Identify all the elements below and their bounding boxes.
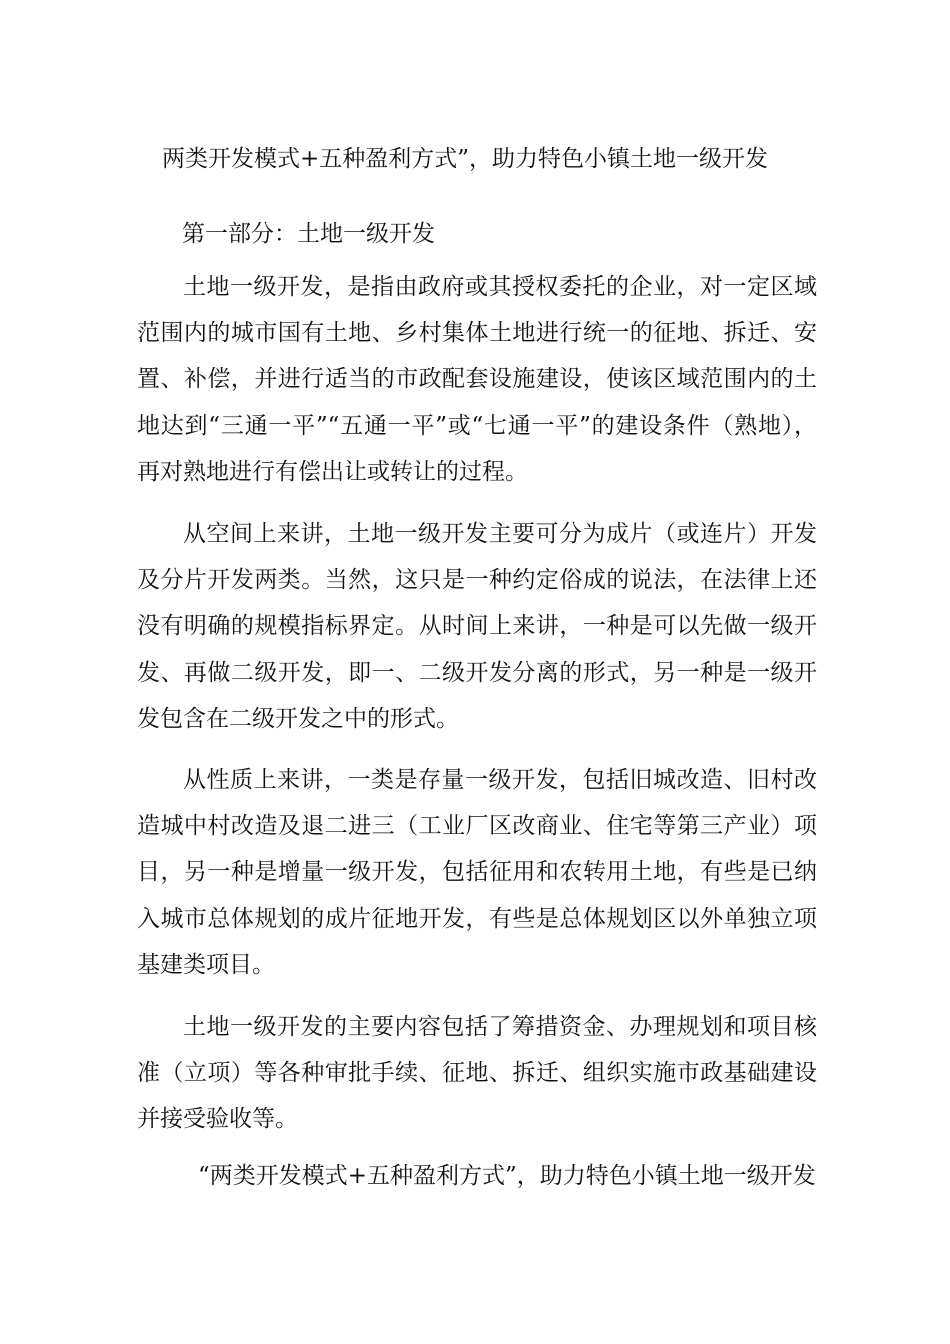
paragraph-nature: 从性质上来讲，一类是存量一级开发，包括旧城改造、旧村改造城中村改造及退二进三（工业厂区改商业、住宅等第三产业）项目，另一种是增量一级开发，包括征用和农转用土地，有些是已纳入城市总体规划的成片征地开发，有些是总体规划区以外单独立项基建类项目。 [137, 767, 817, 978]
section-heading: 第一部分：土地一级开发 [182, 221, 435, 247]
paragraph-content: 土地一级开发的主要内容包括了筹措资金、办理规划和项目核准（立项）等各种审批手续、征地、拆迁、组织实施市政基础建设并接受验收等。 [137, 1014, 817, 1133]
closing-title: “两类开发模式+五种盈利方式”，助力特色小镇土地一级开发 [198, 1163, 816, 1189]
paragraph-space-time: 从空间上来讲，土地一级开发主要可分为成片（或连片）开发及分片开发两类。当然，这只是一种约定俗成的说法，在法律上还没有明确的规模指标界定。从时间上来讲，一种是可以先做一级开发、再做二级开发，即一、二级开发分离的形式，另一种是一级开发包含在二级开发之中的形式。 [137, 521, 817, 732]
paragraph-definition: 土地一级开发，是指由政府或其授权委托的企业，对一定区域范围内的城市国有土地、乡村集体土地进行统一的征地、拆迁、安置、补偿，并进行适当的市政配套设施建设，使该区域范围内的土地达到“三通一平”“五通一平”或“七通一平”的建设条件（熟地），再对熟地进行有偿出让或转让的过程。 [137, 274, 817, 485]
document-title: 两类开发模式+五种盈利方式”，助力特色小镇土地一级开发 [162, 146, 769, 172]
